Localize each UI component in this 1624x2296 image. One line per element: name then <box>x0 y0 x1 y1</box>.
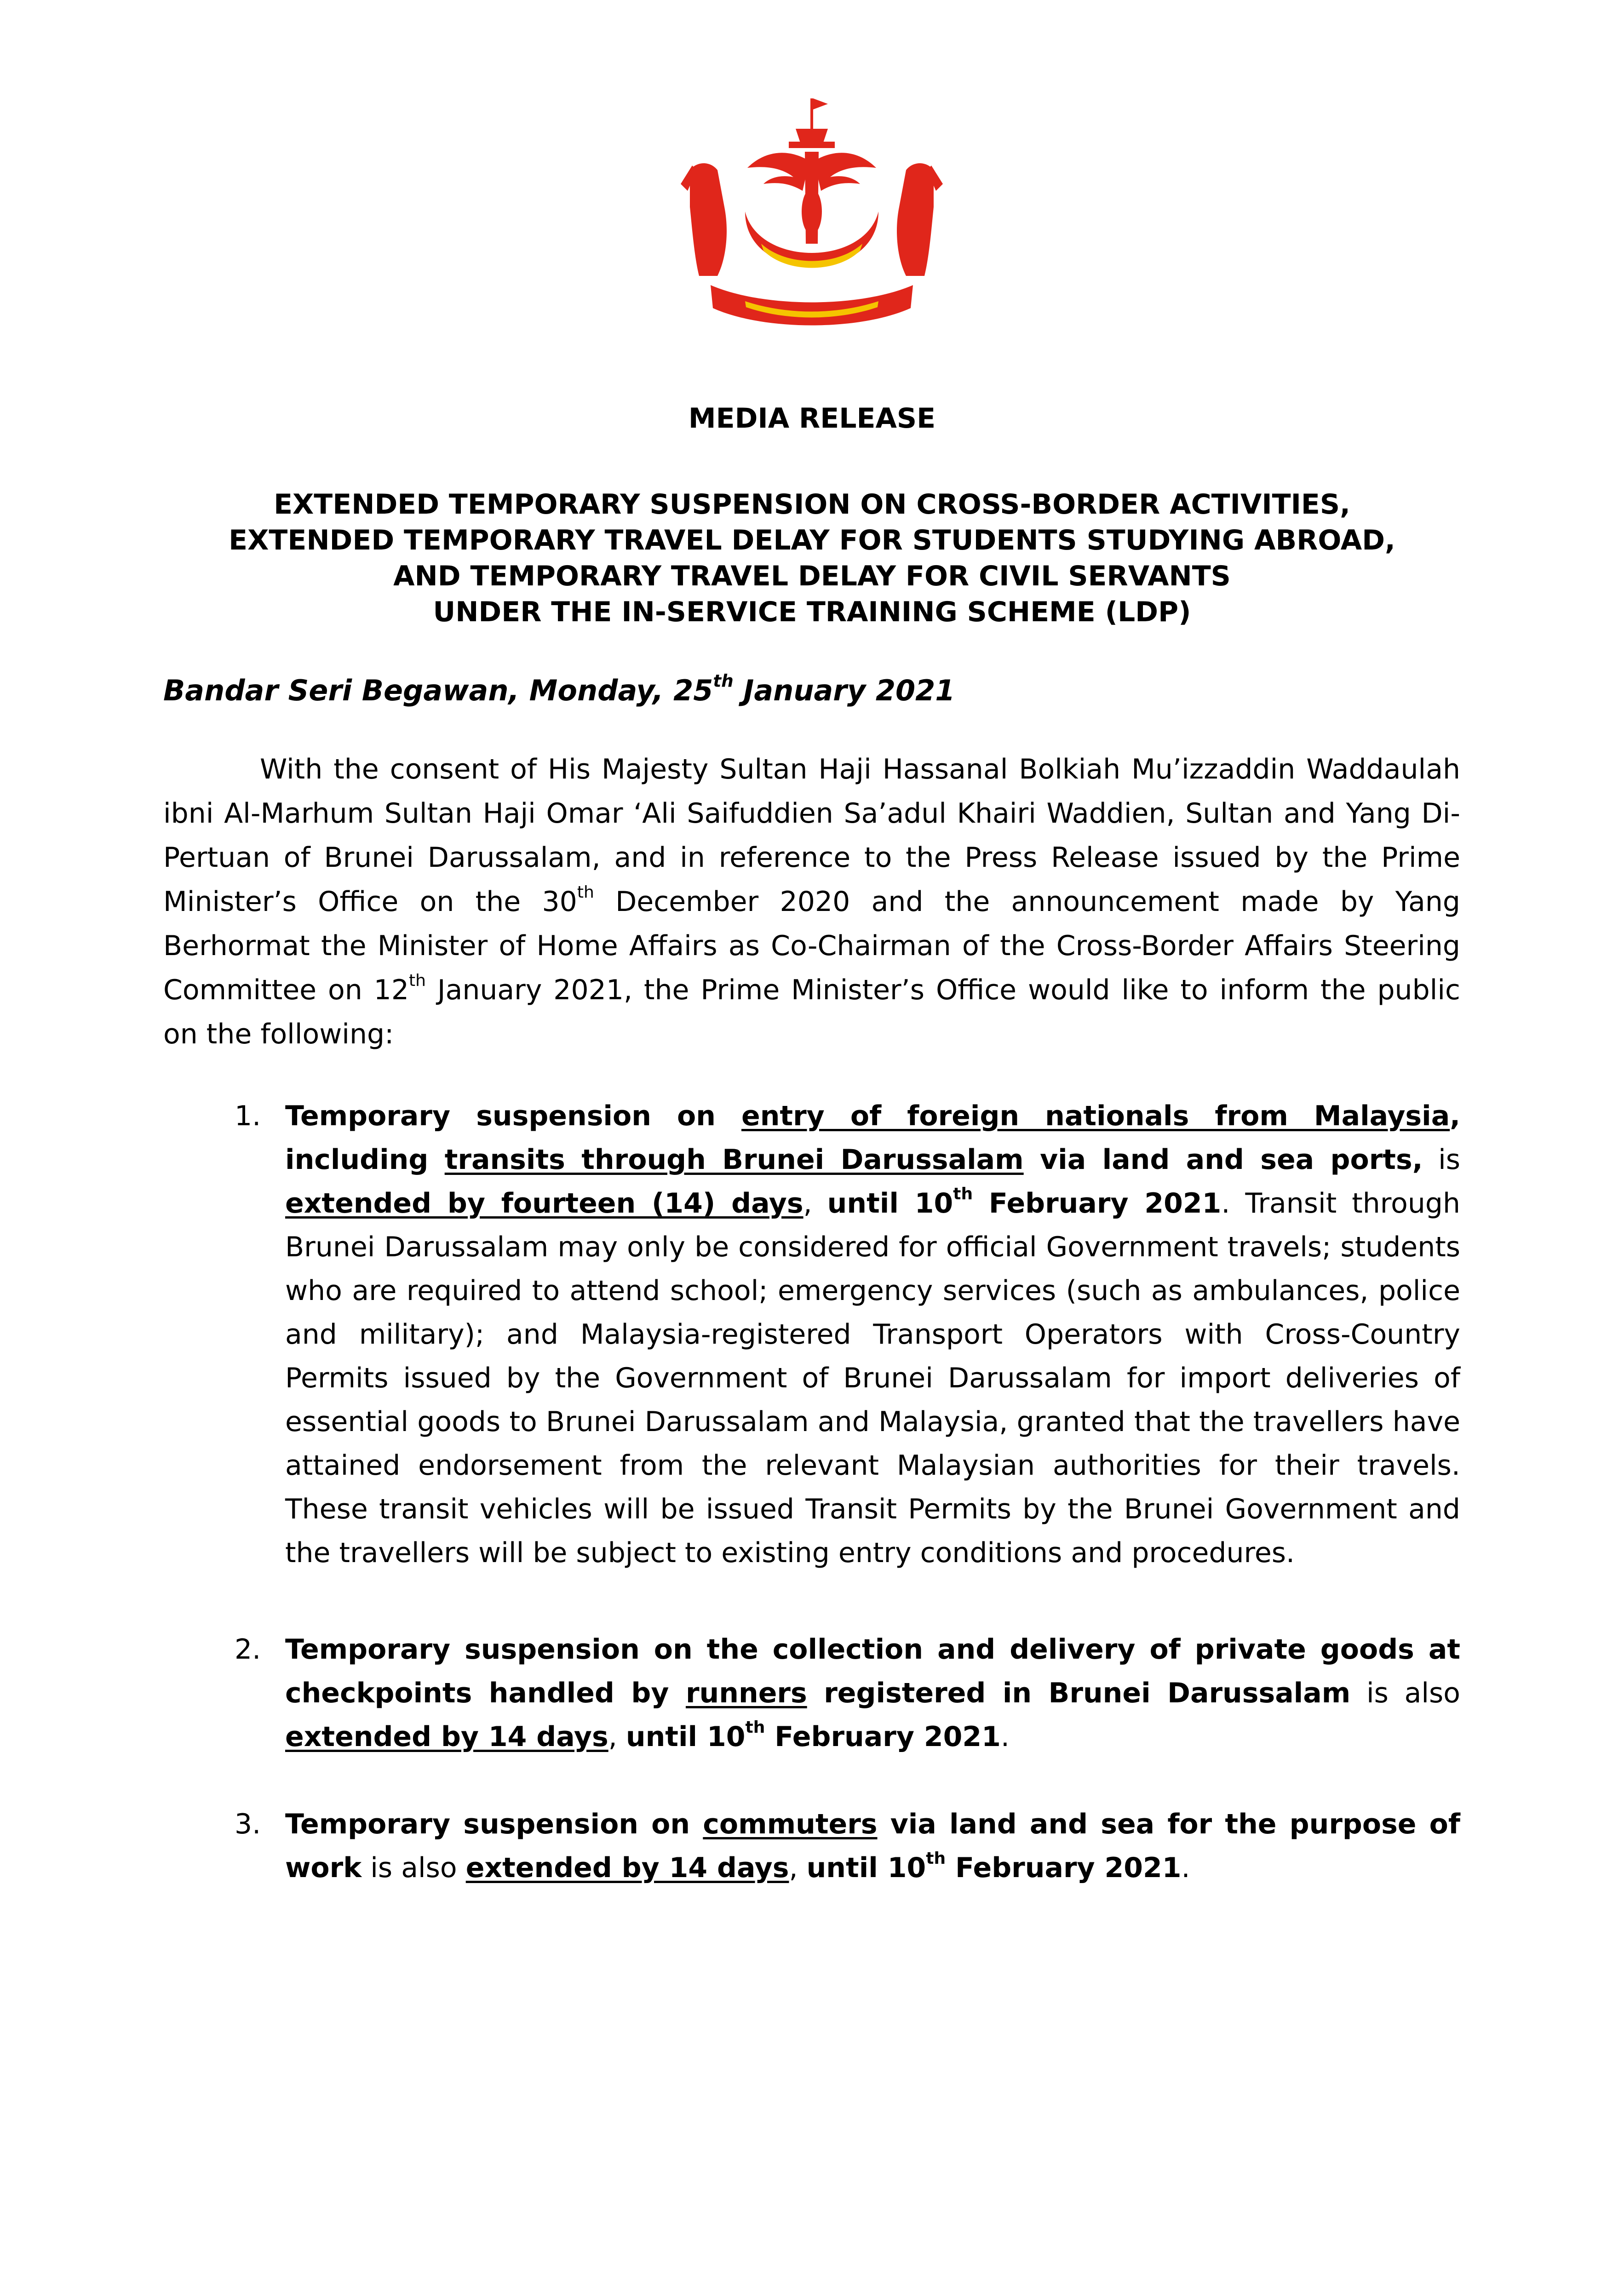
plain-text: . <box>1181 1852 1190 1884</box>
list-number: 1. <box>235 1100 261 1132</box>
intro-sup-2: th <box>409 971 426 991</box>
headline-line-3: AND TEMPORARY TRAVEL DELAY FOR CIVIL SERVANTS <box>393 560 1231 592</box>
bold-text: February 2021 <box>765 1721 1001 1753</box>
dateline-sup: th <box>713 670 734 691</box>
plain-text: is also <box>1350 1677 1460 1709</box>
list-number: 2. <box>235 1633 261 1666</box>
list-item-3 <box>163 1803 1460 1890</box>
intro-text-2: December 2020 and the announcement made by Yang Berhormat the Minister of Home Affairs as Co-Chairman of the Cross-Border Affairs Steering Committee on 12 <box>163 886 1461 1006</box>
underlined-bold-text: transits through Brunei Darussalam <box>444 1144 1024 1176</box>
plain-text: is also <box>362 1852 466 1884</box>
plain-text: . <box>1000 1721 1010 1753</box>
bold-text: February 2021 <box>973 1187 1222 1220</box>
underlined-bold-text: extended by 14 days <box>285 1721 608 1753</box>
underlined-bold-text: extended by 14 days <box>465 1852 789 1884</box>
bold-text: Temporary suspension on the collection and delivery of private goods at checkpoints handled by <box>285 1633 1460 1709</box>
bold-text: registered in Brunei Darussalam <box>807 1677 1351 1709</box>
bold-text: until 10 <box>827 1187 953 1220</box>
intro-sup-1: th <box>577 883 594 902</box>
headline-line-4: UNDER THE IN-SERVICE TRAINING SCHEME (LDP) <box>433 596 1191 628</box>
headline <box>0 487 1624 630</box>
dateline-suffix: January 2021 <box>733 674 955 707</box>
dateline <box>163 670 955 707</box>
brunei-crest-icon <box>671 92 952 340</box>
list-item-body <box>285 1803 1460 1890</box>
bold-text: Temporary suspension on <box>285 1808 703 1840</box>
bold-text: February 2021 <box>946 1852 1182 1884</box>
intro-paragraph <box>163 747 1460 1056</box>
underlined-bold-text: entry of foreign nationals from Malaysia <box>741 1100 1450 1132</box>
headline-line-1: EXTENDED TEMPORARY SUSPENSION ON CROSS-BORDER ACTIVITIES, <box>274 488 1350 521</box>
plain-text: , <box>789 1852 807 1884</box>
list-item-body <box>285 1628 1460 1759</box>
list-item-body <box>285 1094 1460 1575</box>
bold-text: until 10 <box>806 1852 926 1884</box>
bold-text: Temporary suspension on <box>285 1100 741 1132</box>
underlined-bold-text: commuters <box>703 1808 878 1840</box>
plain-text: , <box>608 1721 626 1753</box>
bold-text: , including <box>285 1100 1460 1176</box>
ordinal-sup: th <box>953 1185 973 1204</box>
intro-text-1: With the consent of His Majesty Sultan Haji Hassanal Bolkiah Mu’izzaddin Waddaulah ibni Al-Marhum Sultan Haji Omar ‘Ali Saifuddien Sa’adul Khairi Waddien, Sultan and Yang Di-Pertuan of Brunei Darussalam, and in reference to the Press Release issued by the Prime Minister’s Office on the 30 <box>163 753 1460 918</box>
bold-text: via land and sea ports, <box>1023 1144 1423 1176</box>
headline-line-2: EXTENDED TEMPORARY TRAVEL DELAY FOR STUDENTS STUDYING ABROAD, <box>229 524 1395 556</box>
list-item-1 <box>163 1094 1460 1575</box>
underlined-bold-text: extended by fourteen (14) days <box>285 1187 803 1220</box>
dateline-prefix: Bandar Seri Begawan, Monday, 25 <box>163 674 713 707</box>
list-number: 3. <box>235 1808 261 1840</box>
bold-text: until 10 <box>625 1721 746 1753</box>
bold-text: via land and sea for the purpose of work <box>285 1808 1460 1884</box>
list-item-2 <box>163 1628 1460 1759</box>
underlined-bold-text: runners <box>685 1677 807 1709</box>
plain-text: is <box>1423 1144 1460 1176</box>
ordinal-sup: th <box>926 1849 946 1868</box>
plain-text: , <box>803 1187 827 1220</box>
plain-text: . Transit through Brunei Darussalam may only be considered for official Government travels; students who are required to attend school; emergency services (such as ambulances, police and military); and Malaysia-registered Transport Operators with Cross-Country Permits issued by the Government of Brunei Darussalam for import deliveries of essential goods to Brunei Darussalam and Malaysia, granted that the travellers have attained endorsement from the relevant Malaysian authorities for their travels. These transit vehicles will be issued Transit Permits by the Brunei Government and the travellers will be subject to existing entry conditions and procedures. <box>285 1187 1460 1569</box>
ordinal-sup: th <box>745 1718 765 1737</box>
intro-text-3: January 2021, the Prime Minister’s Office would like to inform the public on the following: <box>163 974 1460 1050</box>
media-release-label: MEDIA RELEASE <box>688 402 936 435</box>
